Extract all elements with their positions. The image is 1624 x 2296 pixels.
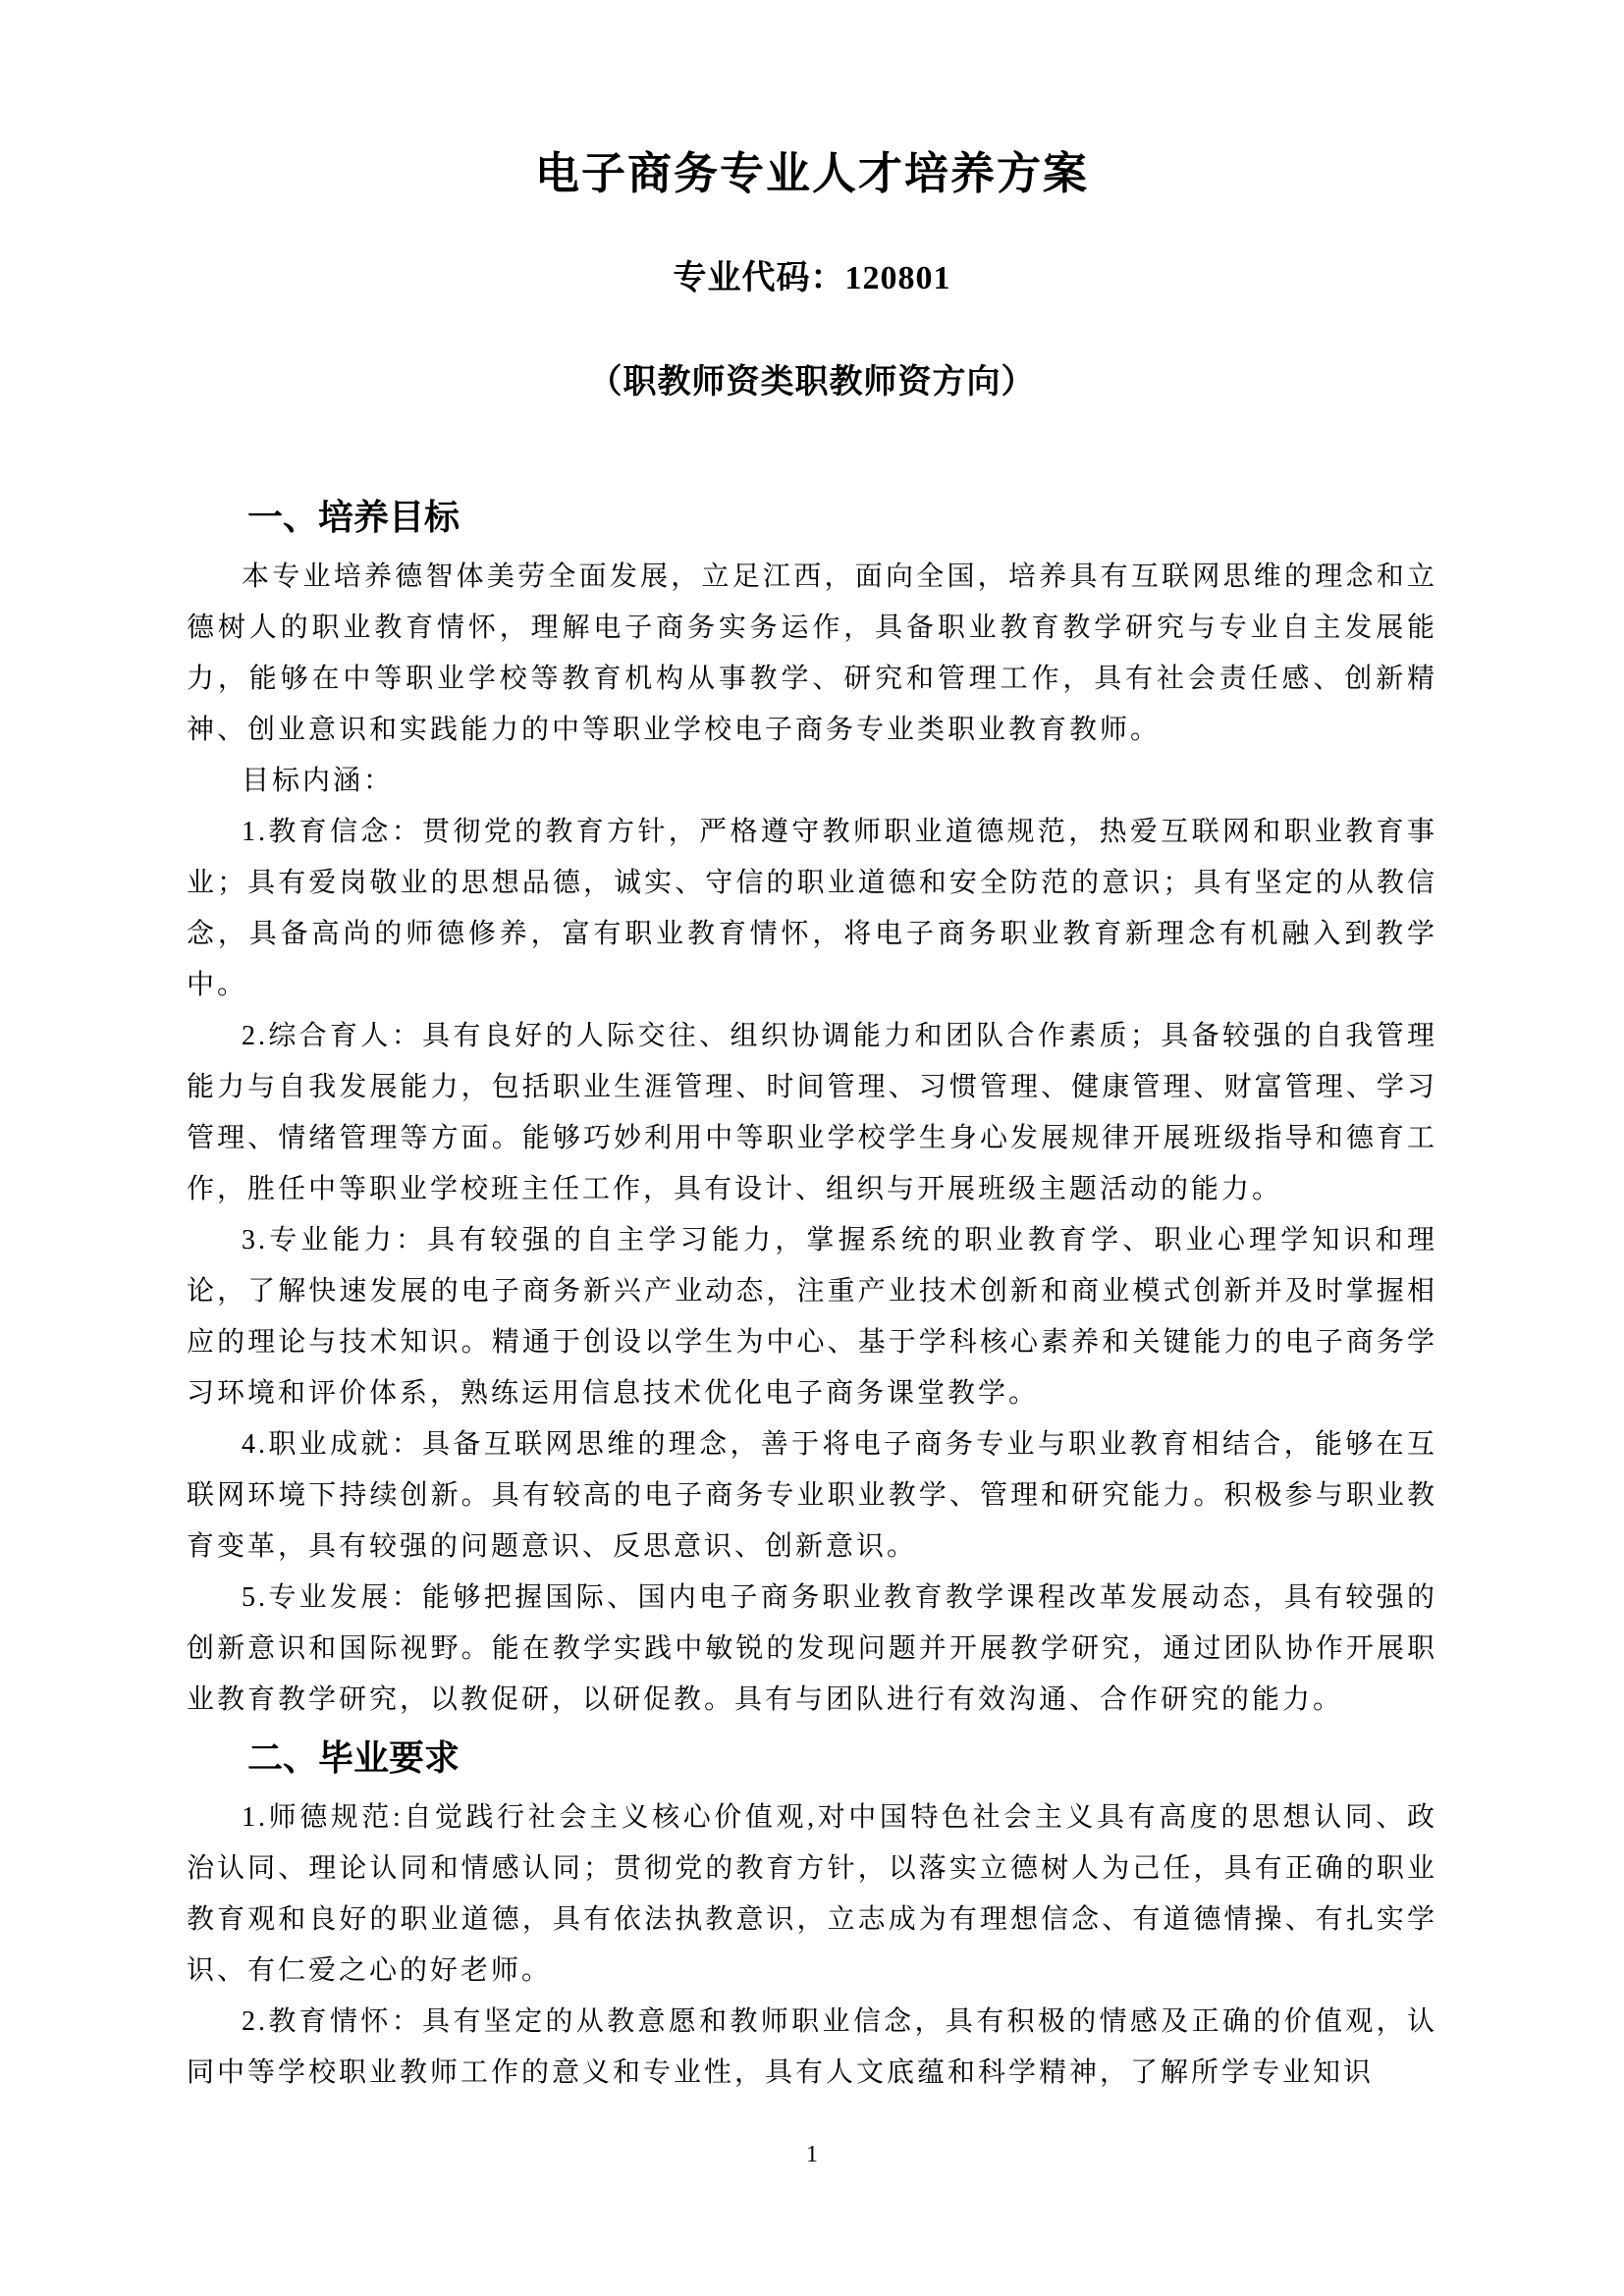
section-heading-graduation-requirements: 二、毕业要求	[247, 1738, 460, 1780]
paragraph-career-achievement: 4.职业成就：具备互联网思维的理念，善于将电子商务专业与职业教育相结合，能够在互联网环境下持续创新。具有较高的电子商务专业职业教学、管理和研究能力。积极参与职业教育变革，具有较强的问题意识、反思意识、创新意识。	[187, 1429, 1437, 1563]
paragraph-professional-development: 5.专业发展：能够把握国际、国内电子商务职业教育教学课程改革发展动态，具有较强的创新意识和国际视野。能在教学实践中敏锐的发现问题并开展教学研究，通过团队协作开展职业教育教学研究，以教促研，以研促教。具有与团队进行有效沟通、合作研究的能力。	[187, 1582, 1437, 1716]
document-title: 电子商务专业人才培养方案	[534, 147, 1089, 199]
paragraph-intro: 本专业培养德智体美劳全面发展，立足江西，面向全国，培养具有互联网思维的理念和立德树人的职业教育情怀，理解电子商务实务运作，具备职业教育教学研究与专业自主发展能力，能够在中等职业学校等教育机构从事教学、研究和管理工作，具有社会责任感、创新精神、创业意识和实践能力的中等职业学校电子商务专业类职业教育教师。	[187, 561, 1437, 746]
paragraph-objective-connotation-label: 目标内涵：	[242, 766, 395, 797]
page-number: 1	[806, 2142, 818, 2167]
section-heading-training-objectives: 一、培养目标	[247, 498, 460, 539]
paragraph-education-belief: 1.教育信念：贯彻党的教育方针，严格遵守教师职业道德规范，热爱互联网和职业教育事业；具有爱岗敬业的思想品德，诚实、守信的职业道德和安全防范的意识；具有坚定的从教信念，具备高尚的师德修养，富有职业教育情怀，将电子商务职业教育新理念有机融入到教学中。	[187, 817, 1437, 1001]
direction-line: （职教师资类职教师资方向）	[588, 364, 1036, 401]
paragraph-professional-ability: 3.专业能力：具有较强的自主学习能力，掌握系统的职业教育学、职业心理学知识和理论，了解快速发展的电子商务新兴产业动态，注重产业技术创新和商业模式创新并及时掌握相应的理论与技术知识。精通于创设以学生为中心、基于学科核心素养和关键能力的电子商务学习环境和评价体系，熟练运用信息技术优化电子商务课堂教学。	[187, 1225, 1437, 1410]
paragraph-teacher-ethics: 1.师德规范:自觉践行社会主义核心价值观,对中国特色社会主义具有高度的思想认同、政治认同、理论认同和情感认同；贯彻党的教育方针，以落实立德树人为己任，具有正确的职业教育观和良好的职业道德，具有依法执教意识，立志成为有理想信念、有道德情操、有扎实学识、有仁爱之心的好老师。	[187, 1802, 1437, 1987]
paragraph-comprehensive-education: 2.综合育人：具有良好的人际交往、组织协调能力和团队合作素质；具备较强的自我管理能力与自我发展能力，包括职业生涯管理、时间管理、习惯管理、健康管理、财富管理、学习管理、情绪管理等方面。能够巧妙利用中等职业学校学生身心发展规律开展班级指导和德育工作，胜任中等职业学校班主任工作，具有设计、组织与开展班级主题活动的能力。	[187, 1021, 1437, 1205]
paragraph-education-sentiment: 2.教育情怀：具有坚定的从教意愿和教师职业信念，具有积极的情感及正确的价值观，认同中等学校职业教师工作的意义和专业性，具有人文底蕴和科学精神，了解所学专业知识	[187, 2006, 1437, 2089]
major-code-line: 专业代码：120801	[673, 260, 951, 296]
